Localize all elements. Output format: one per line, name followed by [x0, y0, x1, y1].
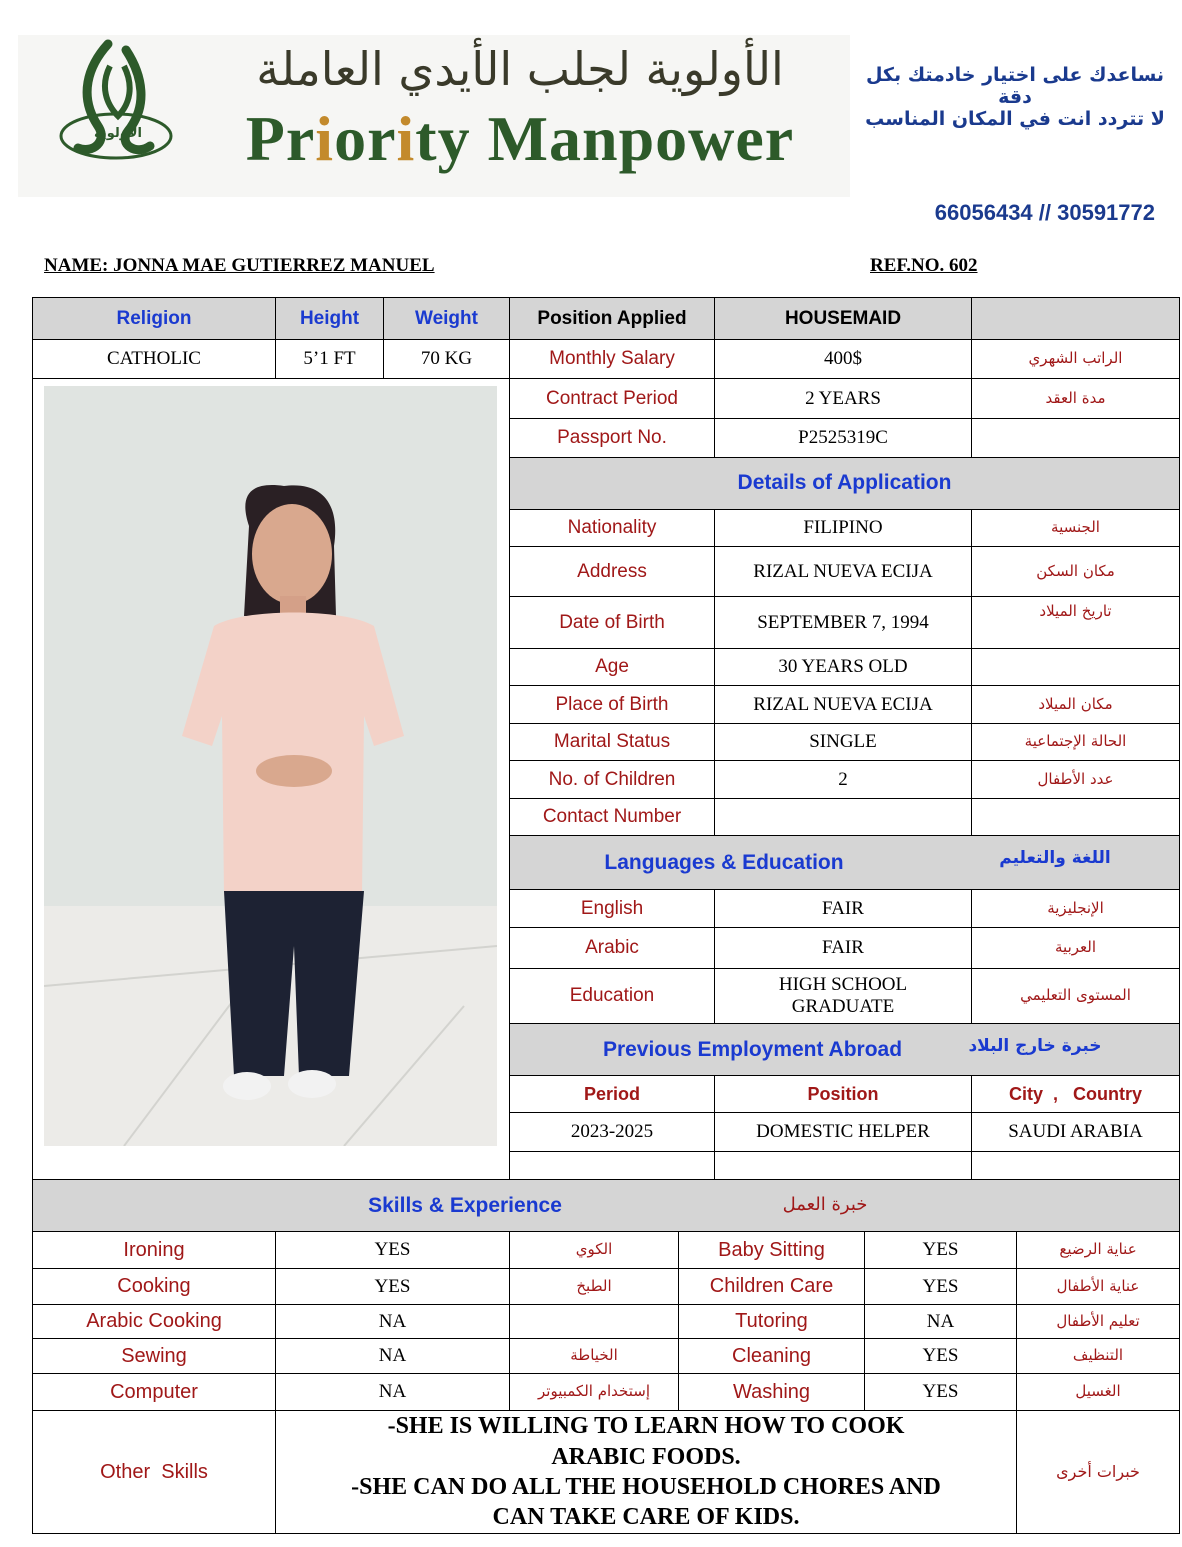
education-value: HIGH SCHOOL GRADUATE [714, 968, 972, 1024]
employment-place-value: SAUDI ARABIA [971, 1112, 1180, 1152]
english-arabic: الإنجليزية [971, 889, 1180, 928]
birthplace-arabic: مكان الميلاد [971, 685, 1180, 724]
religion-header: Religion [32, 297, 276, 340]
skill-baby-sitting-arabic: عناية الرضيع [1016, 1231, 1180, 1269]
nationality-value: FILIPINO [714, 509, 972, 547]
skill-arabic-cooking-arabic [509, 1304, 679, 1339]
birthplace-value: RIZAL NUEVA ECIJA [714, 685, 972, 724]
skill-children-care-value: YES [864, 1268, 1017, 1305]
children-arabic: عدد الأطفال [971, 760, 1180, 799]
skill-computer-value: NA [275, 1373, 510, 1411]
logo-emblem-text: الأولوية [93, 126, 142, 141]
other-skills-line: ARABIC FOODS. [551, 1443, 741, 1470]
skill-tutoring-label: Tutoring [678, 1304, 865, 1339]
employment-section-title: Previous Employment Abroad [602, 1038, 903, 1061]
skills-section-title: Skills & Experience [368, 1194, 562, 1217]
passport-label: Passport No. [509, 418, 715, 458]
skill-cooking-value: YES [275, 1268, 510, 1305]
marital-status-value: SINGLE [714, 723, 972, 761]
address-label: Address [509, 546, 715, 597]
contract-period-label: Contract Period [509, 378, 715, 419]
logo-emblem [48, 36, 188, 166]
skill-cooking-label: Cooking [32, 1268, 276, 1305]
salary-arabic: الراتب الشهري [971, 339, 1180, 379]
passport-value: P2525319C [714, 418, 972, 458]
other-skills-label: Other Skills [32, 1410, 276, 1534]
brand-name-arabic: الأولوية لجلب الأيدي العاملة [256, 42, 784, 96]
height-value: 5’1 FT [275, 339, 384, 379]
skill-arabic-cooking-value: NA [275, 1304, 510, 1339]
marital-status-arabic: الحالة الإجتماعية [971, 723, 1180, 761]
tagline-line-1: نساعدك على اختيار خادمتك بكل دقة [865, 64, 1165, 108]
children-label: No. of Children [509, 760, 715, 799]
address-value: RIZAL NUEVA ECIJA [714, 546, 972, 597]
skill-baby-sitting-value: YES [864, 1231, 1017, 1269]
skill-ironing-value: YES [275, 1231, 510, 1269]
brand-name-english: Priority Manpower [245, 103, 795, 174]
employment-position-header: Position [714, 1075, 972, 1113]
position-arabic-cell [971, 297, 1180, 340]
other-skills-line: -SHE IS WILLING TO LEARN HOW TO COOK [387, 1413, 905, 1440]
dob-label: Date of Birth [509, 596, 715, 649]
skill-cleaning-value: YES [864, 1338, 1017, 1374]
skill-tutoring-arabic: تعليم الأطفال [1016, 1304, 1180, 1339]
skill-ironing-label: Ironing [32, 1231, 276, 1269]
employment-empty-cell [714, 1151, 972, 1180]
skill-computer-arabic: إستخدام الكمبيوتر [509, 1373, 679, 1411]
contact-number-arabic [971, 798, 1180, 836]
marital-status-label: Marital Status [509, 723, 715, 761]
contact-number-value [714, 798, 972, 836]
applicant-photo [44, 386, 497, 1146]
skill-children-care-label: Children Care [678, 1268, 865, 1305]
skill-tutoring-value: NA [864, 1304, 1017, 1339]
english-value: FAIR [714, 889, 972, 928]
dob-arabic: تاريخ الميلاد [971, 596, 1180, 649]
employment-city-header: City , Country [971, 1075, 1180, 1113]
employment-position-value: DOMESTIC HELPER [714, 1112, 972, 1152]
dob-value: SEPTEMBER 7, 1994 [714, 596, 972, 649]
details-section-title: Details of Application [509, 457, 1180, 510]
position-applied-value: HOUSEMAID [714, 297, 972, 340]
salary-value: 400$ [714, 339, 972, 379]
skill-computer-label: Computer [32, 1373, 276, 1411]
arabic-label: Arabic [509, 927, 715, 969]
employment-empty-cell [971, 1151, 1180, 1180]
skill-cooking-arabic: الطبخ [509, 1268, 679, 1305]
applicant-name: NAME: JONNA MAE GUTIERREZ MANUEL [44, 255, 435, 276]
weight-header: Weight [383, 297, 510, 340]
skill-washing-label: Washing [678, 1373, 865, 1411]
other-skills-arabic: خبرات أخرى [1016, 1410, 1180, 1534]
nationality-arabic: الجنسية [971, 509, 1180, 547]
phone-numbers: 66056434 // 30591772 [934, 200, 1155, 225]
skill-baby-sitting-label: Baby Sitting [678, 1231, 865, 1269]
age-label: Age [509, 648, 715, 686]
languages-section-title-arabic: اللغة والتعليم [999, 848, 1111, 868]
arabic-arabic: العربية [971, 927, 1180, 969]
employment-period-header: Period [509, 1075, 715, 1113]
employment-period-value: 2023-2025 [509, 1112, 715, 1152]
tagline-line-2: لا تتردد انت في المكان المناسب [865, 108, 1165, 130]
address-arabic: مكان السكن [971, 546, 1180, 597]
skill-cleaning-arabic: التنظيف [1016, 1338, 1180, 1374]
contract-period-arabic: مدة العقد [971, 378, 1180, 419]
skill-sewing-arabic: الخياطة [509, 1338, 679, 1374]
skill-washing-arabic: الغسيل [1016, 1373, 1180, 1411]
skill-children-care-arabic: عناية الأطفال [1016, 1268, 1180, 1305]
birthplace-label: Place of Birth [509, 685, 715, 724]
skill-cleaning-label: Cleaning [678, 1338, 865, 1374]
position-applied-label: Position Applied [509, 297, 715, 340]
passport-arabic [971, 418, 1180, 458]
nationality-label: Nationality [509, 509, 715, 547]
contact-number-label: Contact Number [509, 798, 715, 836]
languages-section-title: Languages & Education [604, 851, 844, 874]
skill-ironing-arabic: الكوي [509, 1231, 679, 1269]
other-skills-line: -SHE CAN DO ALL THE HOUSEHOLD CHORES AND [351, 1474, 941, 1500]
weight-value: 70 KG [383, 339, 510, 379]
salary-label: Monthly Salary [509, 339, 715, 379]
skill-arabic-cooking-label: Arabic Cooking [32, 1304, 276, 1339]
religion-value: CATHOLIC [32, 339, 276, 379]
employment-empty-cell [509, 1151, 715, 1180]
other-skills-text [275, 1410, 1017, 1534]
skill-washing-value: YES [864, 1373, 1017, 1411]
education-label: Education [509, 968, 715, 1024]
skill-sewing-label: Sewing [32, 1338, 276, 1374]
other-skills-line: CAN TAKE CARE OF KIDS. [492, 1504, 800, 1531]
skills-section-title-arabic: خبرة العمل [782, 1194, 868, 1215]
age-arabic [971, 648, 1180, 686]
education-arabic: المستوى التعليمي [971, 968, 1180, 1024]
skill-sewing-value: NA [275, 1338, 510, 1374]
arabic-value: FAIR [714, 927, 972, 969]
employment-section-title-arabic: خبرة خارج البلاد [968, 1036, 1102, 1056]
height-header: Height [275, 297, 384, 340]
children-value: 2 [714, 760, 972, 799]
contract-period-value: 2 YEARS [714, 378, 972, 419]
reference-number: REF.NO. 602 [870, 255, 978, 276]
english-label: English [509, 889, 715, 928]
age-value: 30 YEARS OLD [714, 648, 972, 686]
